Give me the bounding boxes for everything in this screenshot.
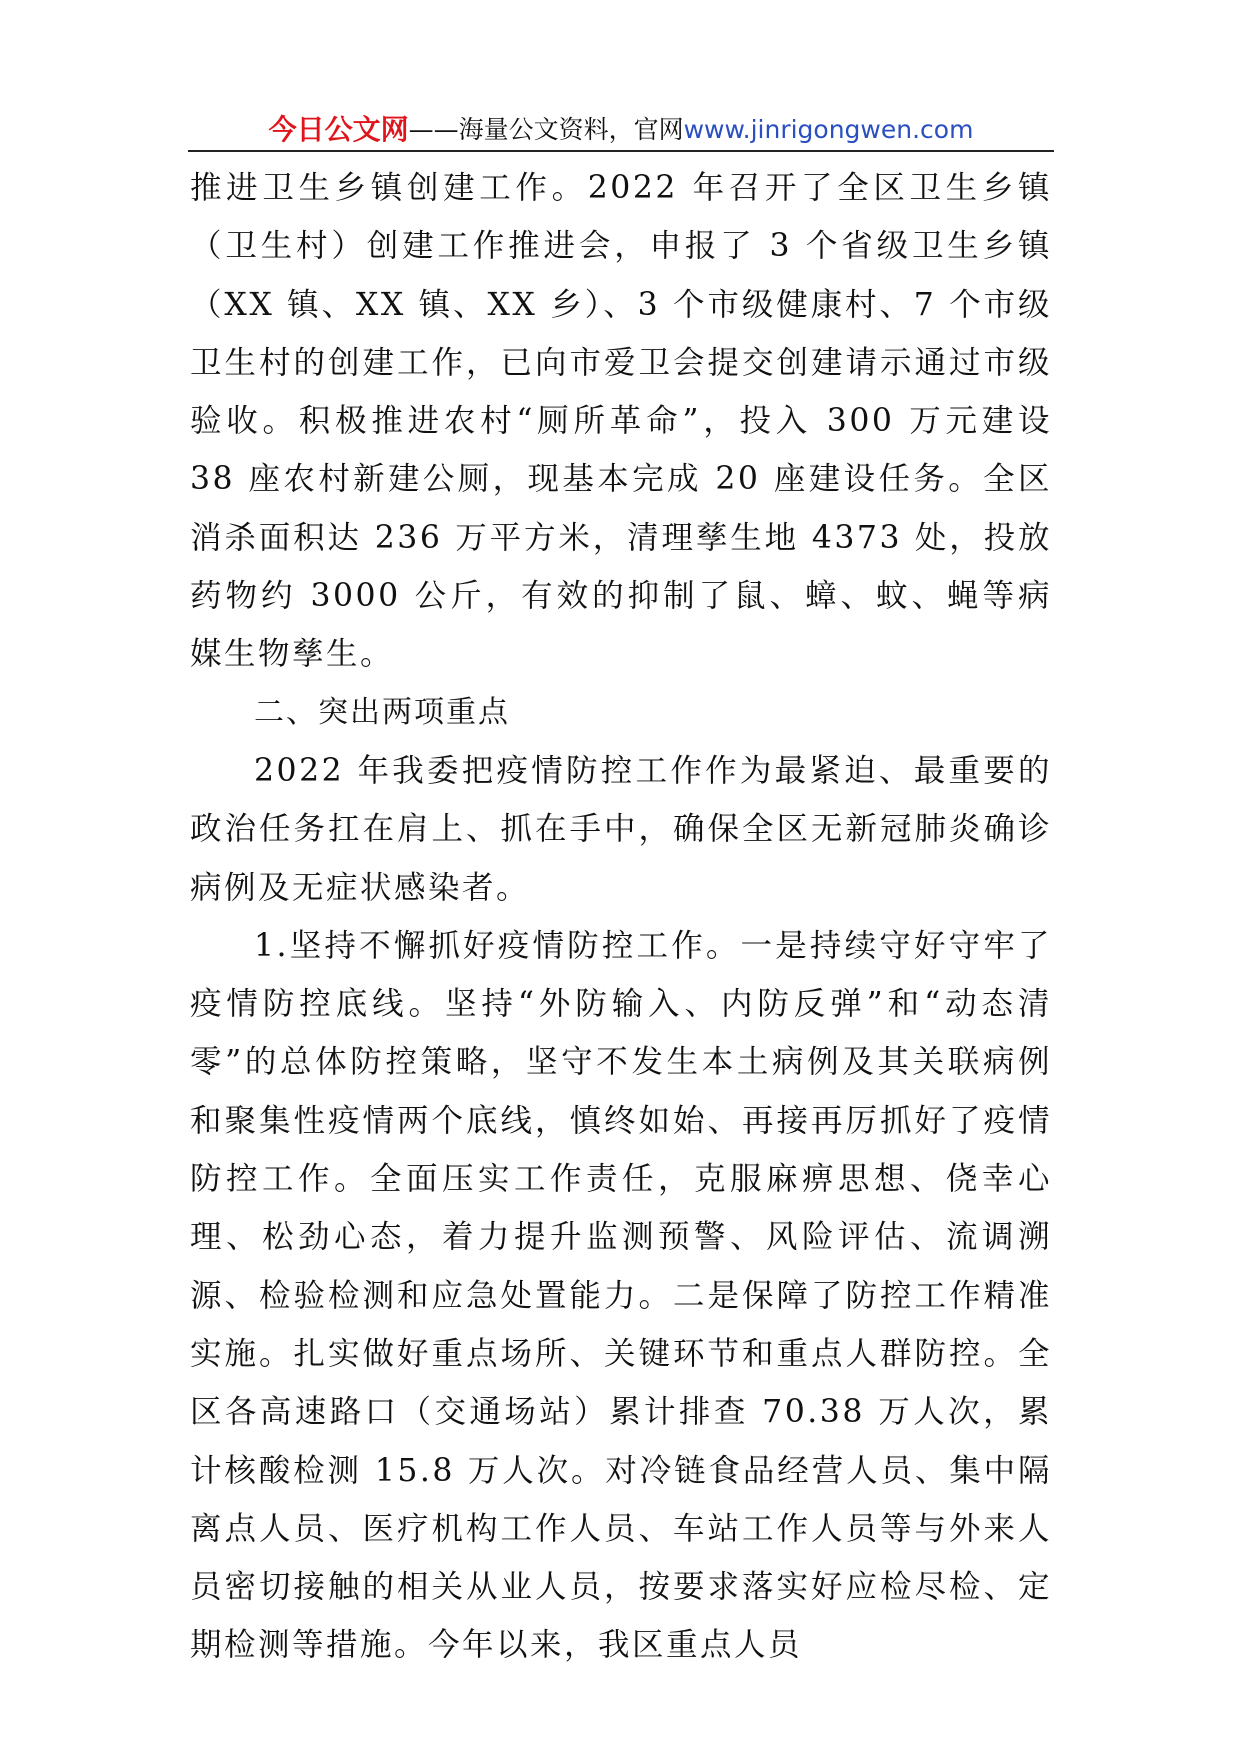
document-body <box>190 159 1052 1675</box>
paragraph-epidemic-control: 1.坚持不懈抓好疫情防控工作。一是持续守好守牢了疫情防控底线。坚持“外防输入、内防反弹”和“动态清零”的总体防控策略，坚守不发生本土病例及其关联病例和聚集性疫情两个底线，慎终如始、再接再厉抓好了疫情防控工作。全面压实工作责任，克服麻痹思想、侥幸心理、松劲心态，着力提升监测预警、风险评估、流调溯源、检验检测和应急处置能力。二是保障了防控工作精准实施。扎实做好重点场所、关键环节和重点人群防控。全区各高速路口（交通场站）累计排查 70.38 万人次，累计核酸检测 15.8 万人次。对冷链食品经营人员、集中隔离点人员、医疗机构工作人员、车站工作人员等与外来人员密切接触的相关从业人员，按要求落实好应检尽检、定期检测等措施。今年以来，我区重点人员 <box>190 927 1052 1664</box>
section-heading: 二、突出两项重点 <box>254 694 510 730</box>
site-tagline: ——海量公文资料，官网 <box>408 115 684 144</box>
site-name: 今日公文网 <box>268 113 409 146</box>
site-url-link[interactable]: www.jinrigongwen.com <box>683 115 974 144</box>
paragraph-health-towns: 推进卫生乡镇创建工作。2022 年召开了全区卫生乡镇（卫生村）创建工作推进会，申报了 3 个省级卫生乡镇（XX 镇、XX 镇、XX 乡）、3 个市级健康村、7 个市级卫生村的创建工作，已向市爱卫会提交创建请示通过市级验收。积极推进农村“厕所革命”，投入 300 万元建设 38 座农村新建公厕，现基本完成 20 座建设任务。全区消杀面积达 236 万平方米，清理孳生地 4373 处，投放药物约 3000 公斤，有效的抑制了鼠、蟑、蚊、蝇等病媒生物孳生。 <box>190 170 1052 673</box>
header-divider <box>188 150 1054 152</box>
page-header <box>188 104 1054 148</box>
paragraph-epidemic-priority: 2022 年我委把疫情防控工作作为最紧迫、最重要的政治任务扛在肩上、抓在手中，确保全区无新冠肺炎确诊病例及无症状感染者。 <box>190 752 1052 906</box>
